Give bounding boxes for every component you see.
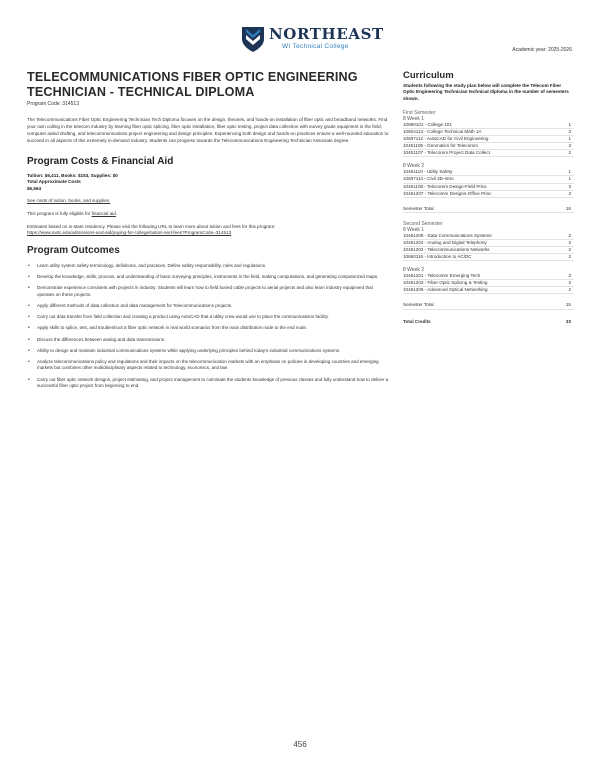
course-name: 10607112 - AutoCAD for Civil Engineering (403, 136, 489, 142)
week-label: 8 Week 1 (403, 115, 425, 122)
course-row (403, 240, 574, 247)
page-header (0, 22, 600, 62)
academic-year: Academic year: 2025-2026 (512, 47, 572, 53)
tuition-url-link[interactable]: https://www.nwtc.edu/admissions-and-aid/paying-for-college/tuition-and-fees?ProgramCode=314513 (27, 230, 232, 236)
course-credits: 2 (568, 239, 571, 245)
outcomes-heading: Program Outcomes (27, 244, 120, 256)
course-row (403, 143, 574, 150)
course-row (403, 150, 574, 157)
college-logo[interactable] (240, 22, 384, 56)
course-row (403, 287, 574, 294)
course-credits: 2 (568, 247, 571, 253)
course-row (403, 280, 574, 287)
course-row (403, 129, 574, 136)
week-label: 8 Week 2 (403, 267, 425, 274)
see-costs-link[interactable]: See costs of tuition, books, and supplies. (27, 198, 111, 204)
program-column (27, 70, 389, 394)
course-name: 10451207 - Telecomm Designs-Office Princ (403, 190, 492, 196)
course-name: 10451205 - Data Communications Systems (403, 232, 492, 238)
costs-block (27, 173, 389, 193)
course-credits: 3 (568, 183, 571, 189)
outcome-item: • Apply different methods of data collection and data management for Telecommunications projects. (27, 303, 389, 310)
total-credits-row (403, 319, 574, 325)
course-row (403, 191, 574, 198)
semester-total-label: Semester Total (403, 205, 434, 211)
page-number: 456 (293, 740, 307, 749)
outcome-item: • Ability to design and maintain industrial communications systems while applying underlying principles behind today's industrial communications systems. (27, 348, 389, 355)
curriculum-heading: Curriculum (403, 70, 454, 81)
outcomes-list (27, 263, 389, 390)
tuition-line: Tuition: $6,411, Books: $153, Supplies: $0 (27, 172, 118, 178)
course-name: 10607114 - Civil 3D-Intro (403, 176, 454, 182)
outcome-item: • Carry out data transfer from field collection and creating a product using AutoCAD that a utility crew would use to place the communications facility. (27, 314, 389, 321)
program-description: The Telecommunications Fiber Optic Engineering Technician Tech Diploma focuses on the design, theories, and hands-on installation of fiber optic and broadband networks. Find your own calling in the telecom industry by learning fiber optic splicing, fiber optic installation, fiber optic testing, project data collection with survey grade equipment in the field, computer aided drafting, and telecommunications project engineering and design principles. Experiencing both design and hands-on practices ensure a well-rounded education to succeed in all aspects of this extremely in-demand industry. Students can progress towards the Telecommunications Engineering Technician Associate degree. (27, 117, 389, 143)
course-credits: 2 (568, 254, 571, 260)
course-name: 10451202 - Telecommunications Networks (403, 247, 490, 253)
curriculum-column (403, 70, 574, 325)
total-credits-value: 33 (565, 318, 571, 324)
course-credits: 1 (568, 121, 571, 127)
outcome-item: • Apply skills to splice, test, and troubleshoot a fiber optic network in real world scenarios from the main distribution node to the end node. (27, 325, 389, 332)
course-row (403, 273, 574, 280)
outcome-item: • Demonstrate experience consistent with projects in industry. Students will learn how to field buried cable projects to aerial projects and also learn industry equipment that operates on these projects. (27, 285, 389, 298)
course-row (403, 169, 574, 176)
course-row (403, 247, 574, 254)
course-row (403, 254, 574, 261)
outcome-item: • Learn utility system safety terminology, definitions, and practices. Define safety responsibility, rules and regulations. (27, 263, 389, 270)
semester-title: Second Semester (403, 220, 443, 227)
outcome-item: • Develop the knowledge, skills, process, and understanding of basic surveying principles, instruments in the field, making computations, and generating computerized maps. (27, 274, 389, 281)
course-row (403, 176, 574, 183)
outcome-item: • Discuss the differences between analog and data transmissions. (27, 337, 389, 344)
semester-total-label: Semester Total (403, 302, 434, 308)
financial-aid-text (27, 211, 389, 218)
course-row (403, 184, 574, 191)
course-credits: 1 (568, 169, 571, 175)
course-credits: 2 (568, 287, 571, 293)
costs-heading: Program Costs & Financial Aid (27, 155, 174, 167)
week-label: 8 Week 2 (403, 163, 425, 170)
semester-total-row (403, 206, 574, 213)
semester-total-row (403, 302, 574, 309)
financial-aid-link[interactable]: financial aid (91, 211, 116, 216)
course-name: 10890101 - College 101 (403, 121, 453, 127)
course-credits: 3 (568, 143, 571, 149)
course-row (403, 136, 574, 143)
total-credits-label: Total Credits (403, 318, 431, 324)
course-credits: 1 (568, 176, 571, 182)
eligible-suffix: . (115, 211, 118, 216)
shield-chevron-icon (240, 24, 266, 54)
semester-total-value: 15 (565, 302, 571, 308)
logo-name: NORTHEAST (269, 25, 384, 43)
course-credits: 3 (568, 190, 571, 196)
semester-total-value: 18 (565, 205, 571, 211)
total-costs-value: $6,564 (27, 185, 42, 191)
course-name: 10451201 - Telecomm Emerging Tech (403, 273, 481, 279)
course-row (403, 122, 574, 129)
week-label: 8 Week 1 (403, 226, 425, 233)
program-code: Program Code: 314513 (27, 101, 79, 107)
estimate-text: Estimates based on in-state residency. Please visit the following URL to learn more about tuition and fees for this program: (27, 223, 276, 229)
outcome-item: • Carry out fiber optic network designs, project estimating, and project management to culminate the students knowledge of previous classes and fully understand how to deliver a successful fiber optic project from beginning to end. (27, 377, 389, 390)
course-credits: 2 (568, 232, 571, 238)
course-name: 10451106 - Geomatics for Telecomm (403, 143, 478, 149)
course-credits: 2 (568, 280, 571, 286)
course-name: 10451206 - Advanced Optical Networking (403, 287, 488, 293)
course-name: 10451110 - Utility Safety (403, 169, 453, 175)
course-name: 10451108 - Telecomm Design-Field Princ (403, 183, 487, 189)
total-costs-label: Total Approximate Costs (27, 179, 81, 185)
course-credits: 3 (568, 273, 571, 279)
course-credits: 2 (568, 150, 571, 156)
logo-subtitle: WI Technical College (282, 43, 349, 50)
eligible-prefix: This program is fully eligible for (27, 211, 92, 216)
course-name: 10804113 - College Technical Math 1A (403, 128, 482, 134)
course-name: 10451204 - Analog and Digital Telephony (403, 239, 487, 245)
course-credits: 1 (568, 136, 571, 142)
course-credits: 3 (568, 128, 571, 134)
course-row (403, 233, 574, 240)
program-title: TELECOMMUNICATIONS FIBER OPTIC ENGINEERING TECHNICIAN - TECHNICAL DIPLOMA (27, 70, 358, 99)
semester-title: First Semester (403, 109, 436, 116)
course-name: 10660116 - Introduction to AC/DC (403, 254, 472, 260)
course-name: 10451203 - Fiber Optic Splicing & Testing (403, 280, 488, 286)
course-name: 10451107 - Telecomm Project Data Collect (403, 150, 490, 156)
outcome-item: • Analyze telecommunications policy and regulations and their impacts on the telecommunication markets with an emphasis on policies in developing countries and emerging markets but combines other multidisciplinary aspects related to technology, economics, and law. (27, 359, 389, 372)
curriculum-intro: Students following the study plan below will complete the Telecom Fiber Optic Engineering Technician technical diploma in the number of semesters shown. (403, 83, 569, 101)
